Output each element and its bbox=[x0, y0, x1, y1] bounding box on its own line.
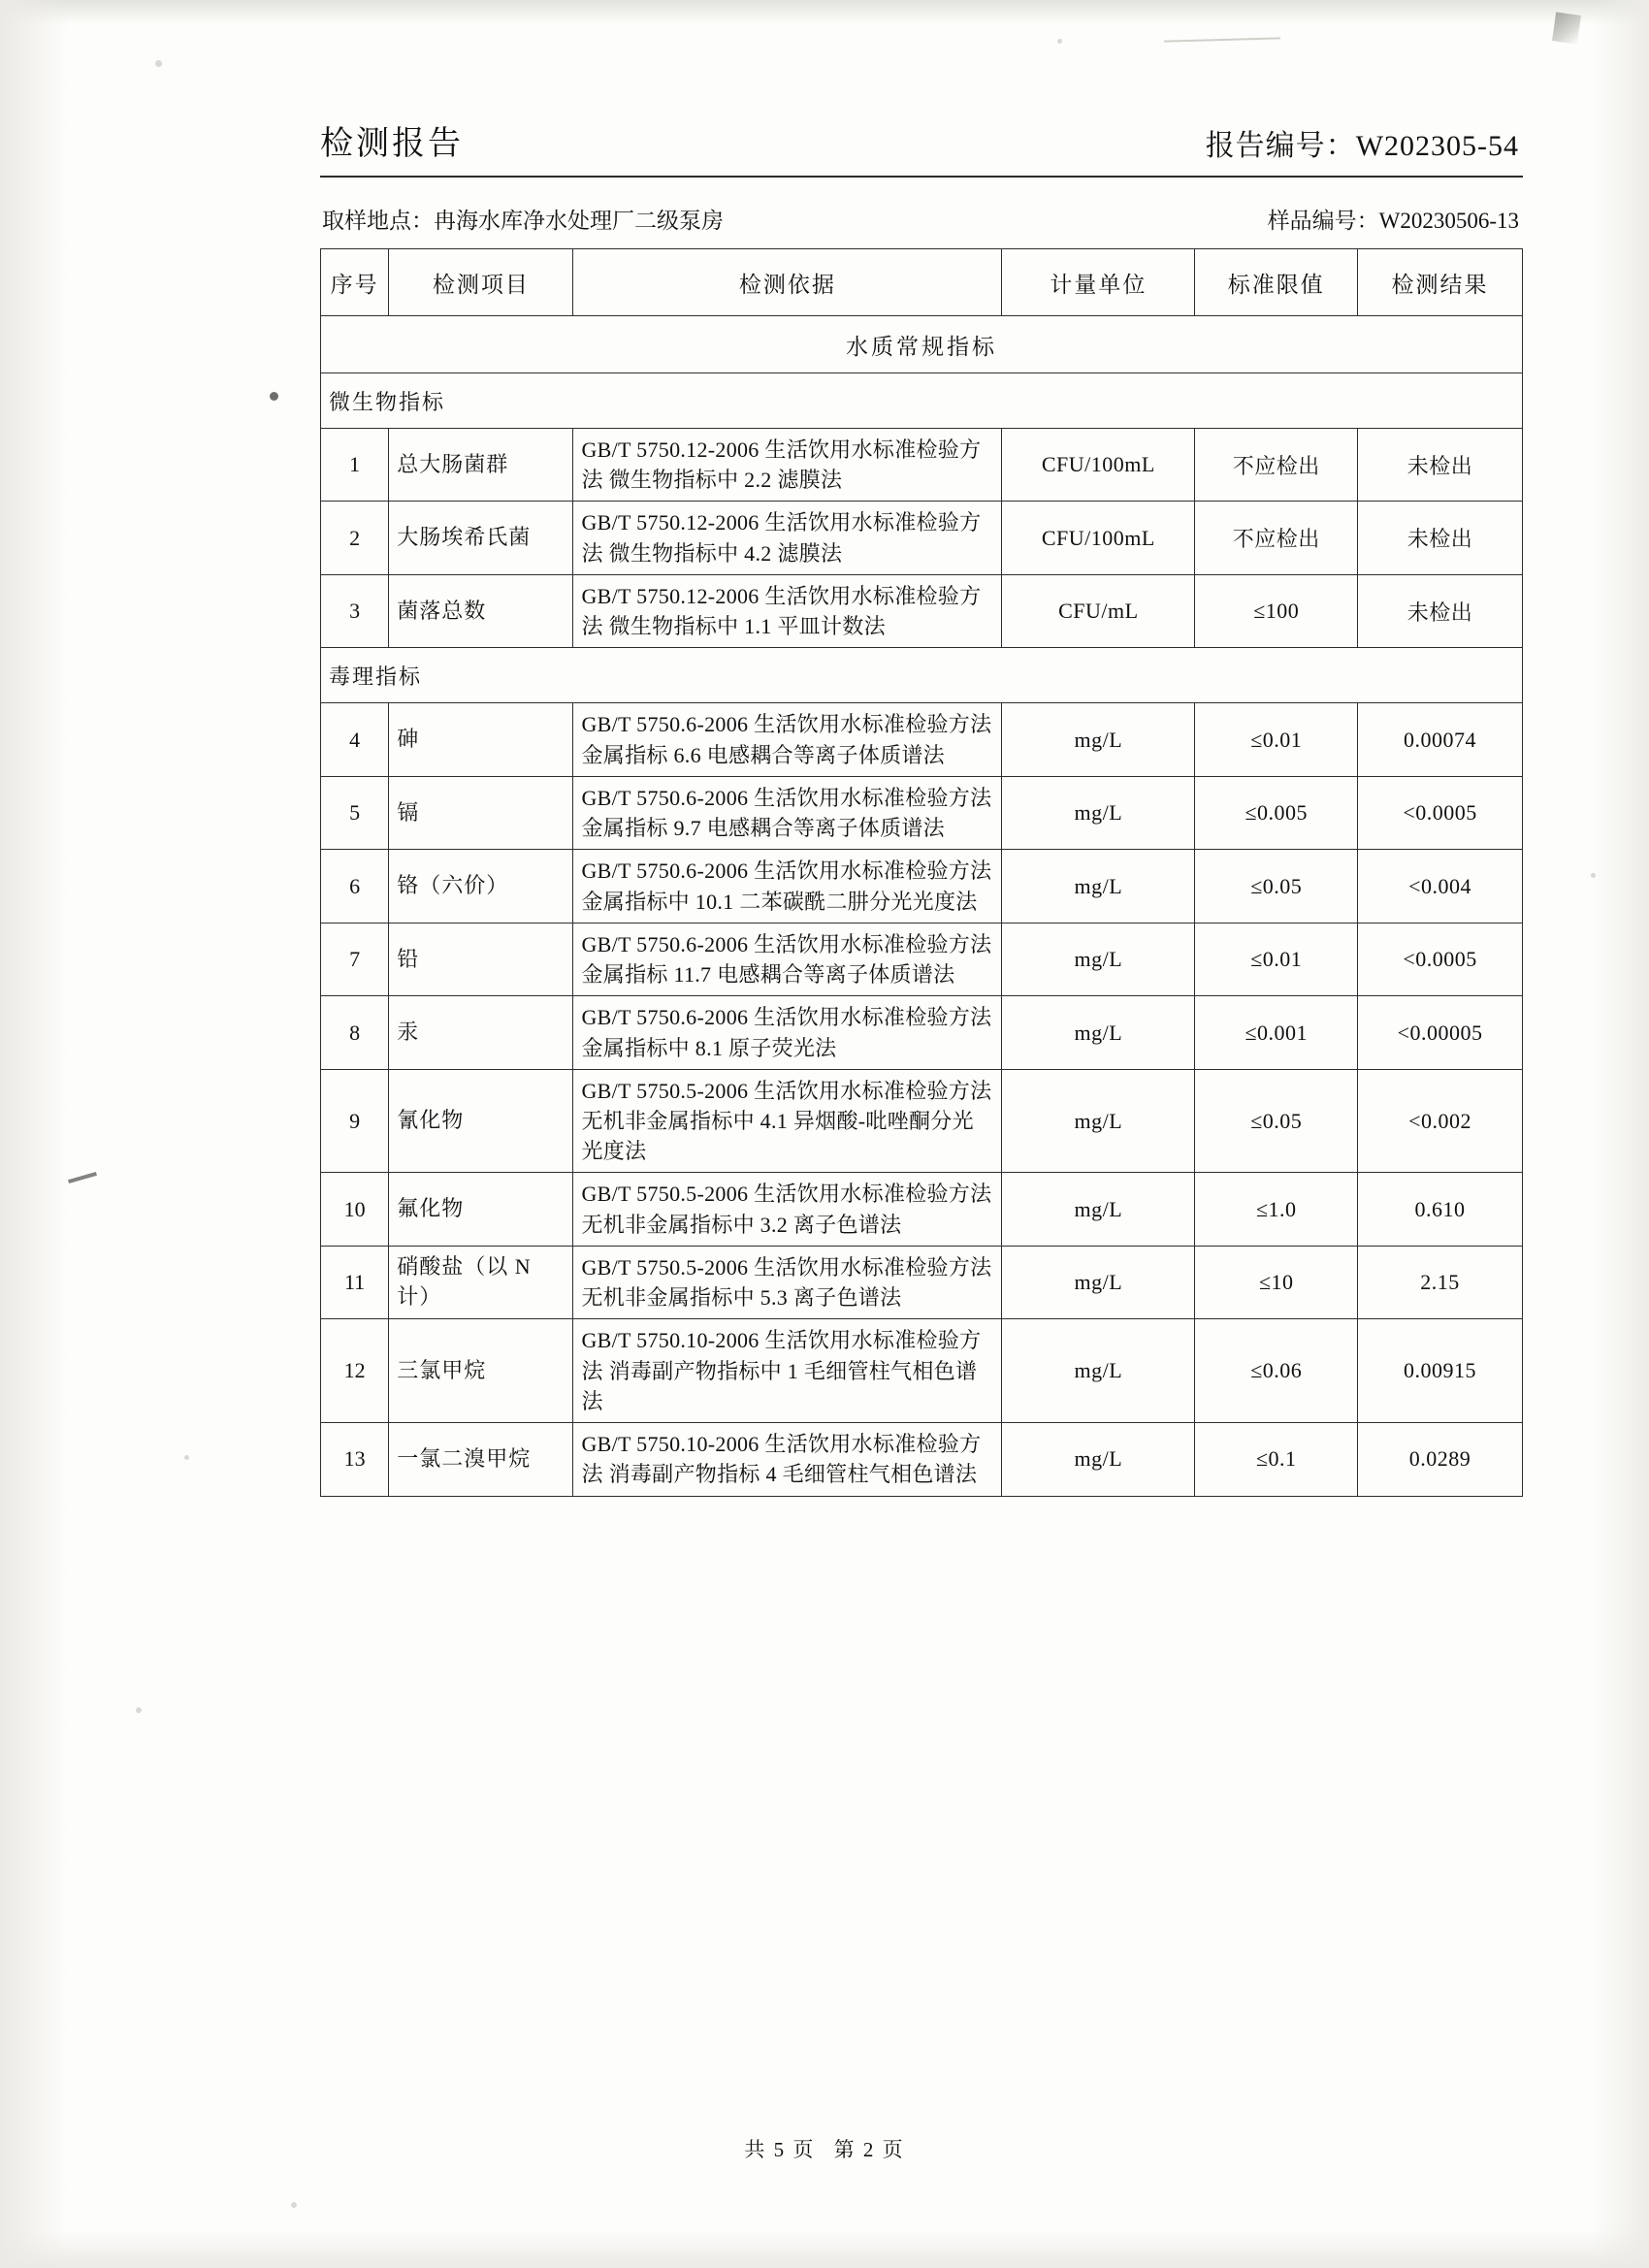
row-no: 3 bbox=[321, 574, 389, 647]
scan-line-artifact bbox=[1164, 37, 1280, 42]
report-number bbox=[1206, 121, 1523, 164]
table-body bbox=[321, 316, 1523, 1497]
row-limit: 不应检出 bbox=[1195, 429, 1358, 502]
results-table bbox=[320, 248, 1523, 1497]
row-item: 镉 bbox=[389, 776, 573, 849]
section-title: 水质常规指标 bbox=[321, 316, 1523, 373]
scan-speck-artifact bbox=[136, 1707, 142, 1713]
row-limit: ≤1.0 bbox=[1195, 1173, 1358, 1246]
row-basis: GB/T 5750.12-2006 生活饮用水标准检验方法 微生物指标中 2.2 滤膜法 bbox=[573, 429, 1002, 502]
column-header-limit: 标准限值 bbox=[1195, 249, 1358, 316]
row-no: 5 bbox=[321, 776, 389, 849]
row-no: 2 bbox=[321, 502, 389, 574]
table-row bbox=[321, 1173, 1523, 1246]
column-header-result: 检测结果 bbox=[1358, 249, 1523, 316]
row-limit: ≤0.05 bbox=[1195, 850, 1358, 923]
scan-speck-artifact bbox=[155, 60, 162, 67]
scan-speck-artifact bbox=[1591, 873, 1596, 878]
page-edge-shading-top bbox=[0, 0, 1649, 25]
row-basis: GB/T 5750.6-2006 生活饮用水标准检验方法 金属指标中 10.1 二苯碳酰二肼分光光度法 bbox=[573, 850, 1002, 923]
row-limit: ≤100 bbox=[1195, 574, 1358, 647]
row-result: 2.15 bbox=[1358, 1246, 1523, 1318]
page-edge-shading-bottom bbox=[0, 2229, 1649, 2268]
row-limit: ≤0.05 bbox=[1195, 1069, 1358, 1173]
group-label-microbiological: 微生物指标 bbox=[321, 373, 1523, 429]
row-limit: ≤0.01 bbox=[1195, 703, 1358, 776]
table-row bbox=[321, 703, 1523, 776]
scan-speck-artifact bbox=[1057, 39, 1062, 44]
row-result: 0.00074 bbox=[1358, 703, 1523, 776]
row-basis: GB/T 5750.5-2006 生活饮用水标准检验方法 无机非金属指标中 5.3 离子色谱法 bbox=[573, 1246, 1002, 1318]
row-unit: CFU/100mL bbox=[1002, 502, 1195, 574]
row-item: 铅 bbox=[389, 923, 573, 995]
page-edge-shading-right bbox=[1591, 0, 1649, 2268]
sampling-location-label: 取样地点： bbox=[322, 209, 434, 233]
table-group-row-microbio bbox=[321, 373, 1523, 429]
footer-total-pages: 共 5 页 bbox=[744, 2138, 816, 2161]
sample-number bbox=[1268, 203, 1523, 235]
row-unit: mg/L bbox=[1002, 776, 1195, 849]
column-header-item: 检测项目 bbox=[389, 249, 573, 316]
row-unit: mg/L bbox=[1002, 703, 1195, 776]
row-no: 8 bbox=[321, 996, 389, 1069]
row-no: 7 bbox=[321, 923, 389, 995]
sampling-location-value: 冉海水库净水处理厂二级泵房 bbox=[434, 209, 724, 233]
row-item: 汞 bbox=[389, 996, 573, 1069]
row-unit: mg/L bbox=[1002, 996, 1195, 1069]
row-result: 未检出 bbox=[1358, 574, 1523, 647]
report-number-value: W202305-54 bbox=[1355, 130, 1519, 162]
report-number-label: 报告编号： bbox=[1205, 130, 1356, 162]
group-label-toxicological: 毒理指标 bbox=[321, 648, 1523, 703]
row-no: 13 bbox=[321, 1423, 389, 1496]
document-header bbox=[320, 116, 1523, 164]
table-row bbox=[321, 502, 1523, 574]
row-result: 0.610 bbox=[1358, 1173, 1523, 1246]
row-result: 未检出 bbox=[1358, 502, 1523, 574]
row-result: 0.0289 bbox=[1358, 1423, 1523, 1496]
row-item: 菌落总数 bbox=[389, 574, 573, 647]
scan-speck-artifact bbox=[291, 2202, 297, 2208]
row-item: 一氯二溴甲烷 bbox=[389, 1423, 573, 1496]
sample-meta bbox=[320, 203, 1523, 235]
row-basis: GB/T 5750.12-2006 生活饮用水标准检验方法 微生物指标中 4.2 滤膜法 bbox=[573, 502, 1002, 574]
table-row bbox=[321, 574, 1523, 647]
row-unit: mg/L bbox=[1002, 850, 1195, 923]
row-no: 1 bbox=[321, 429, 389, 502]
table-row bbox=[321, 850, 1523, 923]
row-basis: GB/T 5750.10-2006 生活饮用水标准检验方法 消毒副产物指标 4 毛细管柱气相色谱法 bbox=[573, 1423, 1002, 1496]
row-limit: ≤0.001 bbox=[1195, 996, 1358, 1069]
column-header-no: 序号 bbox=[321, 249, 389, 316]
row-item: 氟化物 bbox=[389, 1173, 573, 1246]
sample-number-label: 样品编号： bbox=[1267, 209, 1379, 233]
row-limit: ≤0.005 bbox=[1195, 776, 1358, 849]
sample-number-value: W20230506-13 bbox=[1378, 209, 1519, 233]
table-row bbox=[321, 996, 1523, 1069]
row-unit: mg/L bbox=[1002, 923, 1195, 995]
column-header-basis: 检测依据 bbox=[573, 249, 1002, 316]
row-no: 6 bbox=[321, 850, 389, 923]
row-basis: GB/T 5750.6-2006 生活饮用水标准检验方法 金属指标 6.6 电感耦合等离子体质谱法 bbox=[573, 703, 1002, 776]
column-header-unit: 计量单位 bbox=[1002, 249, 1195, 316]
row-unit: mg/L bbox=[1002, 1173, 1195, 1246]
table-row bbox=[321, 776, 1523, 849]
sampling-location bbox=[320, 203, 724, 235]
row-basis: GB/T 5750.6-2006 生活饮用水标准检验方法 金属指标中 8.1 原子荧光法 bbox=[573, 996, 1002, 1069]
document-content bbox=[320, 116, 1523, 1497]
page-edge-shading-left bbox=[0, 0, 68, 2268]
table-header bbox=[321, 249, 1523, 316]
row-item: 大肠埃希氏菌 bbox=[389, 502, 573, 574]
row-limit: ≤10 bbox=[1195, 1246, 1358, 1318]
row-item: 铬（六价） bbox=[389, 850, 573, 923]
scan-corner-artifact bbox=[1552, 12, 1581, 44]
table-header-row bbox=[321, 249, 1523, 316]
row-result: <0.004 bbox=[1358, 850, 1523, 923]
footer-current-page: 第 2 页 bbox=[833, 2138, 905, 2161]
row-result: 未检出 bbox=[1358, 429, 1523, 502]
scan-speck-artifact bbox=[270, 392, 278, 401]
row-unit: mg/L bbox=[1002, 1246, 1195, 1318]
table-row bbox=[321, 1246, 1523, 1318]
row-no: 4 bbox=[321, 703, 389, 776]
row-result: 0.00915 bbox=[1358, 1319, 1523, 1423]
row-limit: 不应检出 bbox=[1195, 502, 1358, 574]
row-unit: CFU/mL bbox=[1002, 574, 1195, 647]
row-basis: GB/T 5750.5-2006 生活饮用水标准检验方法 无机非金属指标中 3.2 离子色谱法 bbox=[573, 1173, 1002, 1246]
row-basis: GB/T 5750.12-2006 生活饮用水标准检验方法 微生物指标中 1.1 平皿计数法 bbox=[573, 574, 1002, 647]
row-no: 9 bbox=[321, 1069, 389, 1173]
row-item: 三氯甲烷 bbox=[389, 1319, 573, 1423]
table-row bbox=[321, 1319, 1523, 1423]
row-item: 氰化物 bbox=[389, 1069, 573, 1173]
row-no: 12 bbox=[321, 1319, 389, 1423]
row-result: <0.002 bbox=[1358, 1069, 1523, 1173]
row-result: <0.0005 bbox=[1358, 923, 1523, 995]
table-row bbox=[321, 429, 1523, 502]
table-row bbox=[321, 1069, 1523, 1173]
row-unit: mg/L bbox=[1002, 1319, 1195, 1423]
row-basis: GB/T 5750.10-2006 生活饮用水标准检验方法 消毒副产物指标中 1 毛细管柱气相色谱法 bbox=[573, 1319, 1002, 1423]
row-no: 11 bbox=[321, 1246, 389, 1318]
row-unit: CFU/100mL bbox=[1002, 429, 1195, 502]
table-row bbox=[321, 1423, 1523, 1496]
table-group-row-toxicology bbox=[321, 648, 1523, 703]
row-basis: GB/T 5750.6-2006 生活饮用水标准检验方法 金属指标 9.7 电感耦合等离子体质谱法 bbox=[573, 776, 1002, 849]
row-limit: ≤0.1 bbox=[1195, 1423, 1358, 1496]
row-unit: mg/L bbox=[1002, 1423, 1195, 1496]
row-unit: mg/L bbox=[1002, 1069, 1195, 1173]
row-item: 砷 bbox=[389, 703, 573, 776]
row-basis: GB/T 5750.5-2006 生活饮用水标准检验方法 无机非金属指标中 4.1 异烟酸-吡唑酮分光光度法 bbox=[573, 1069, 1002, 1173]
row-basis: GB/T 5750.6-2006 生活饮用水标准检验方法 金属指标 11.7 电感耦合等离子体质谱法 bbox=[573, 923, 1002, 995]
row-result: <0.00005 bbox=[1358, 996, 1523, 1069]
row-item: 总大肠菌群 bbox=[389, 429, 573, 502]
row-limit: ≤0.06 bbox=[1195, 1319, 1358, 1423]
header-divider bbox=[320, 176, 1523, 178]
page-footer bbox=[0, 2134, 1649, 2163]
scan-speck-artifact bbox=[184, 1455, 189, 1460]
row-result: <0.0005 bbox=[1358, 776, 1523, 849]
scan-streak-artifact bbox=[68, 1172, 97, 1183]
row-no: 10 bbox=[321, 1173, 389, 1246]
page-title: 检测报告 bbox=[320, 126, 464, 162]
row-item: 硝酸盐（以 N 计） bbox=[389, 1246, 573, 1318]
table-section-row bbox=[321, 316, 1523, 373]
table-row bbox=[321, 923, 1523, 995]
row-limit: ≤0.01 bbox=[1195, 923, 1358, 995]
